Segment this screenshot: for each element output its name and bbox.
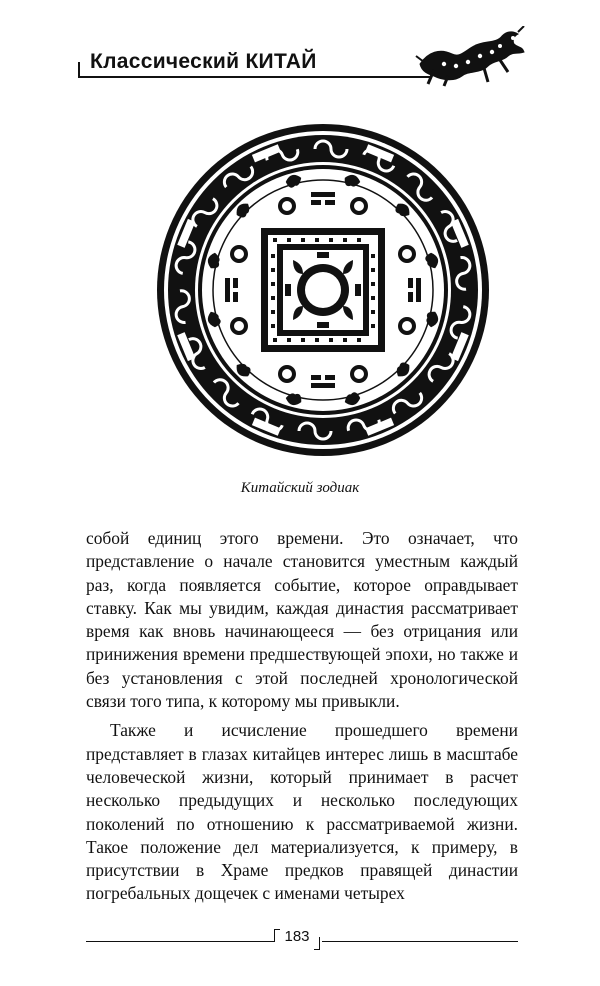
dragon-icon — [414, 26, 526, 88]
page-number: 183 — [284, 928, 310, 945]
footer-rule — [86, 941, 274, 942]
body-text — [86, 527, 518, 906]
page-header — [0, 0, 600, 90]
paragraph: собой единиц этого времени. Это означает, что представление о начале становится уместным каждый раз, когда появляется событие, которое оправдывает ставку. Как мы увидим, каждая династия рассматривает время как вновь начинающееся — без отрицания или принижения времени предшествующей эпохи, но также и без установления с этой последней хронологической связи того типа, к которому мы привыкли. — [86, 528, 518, 712]
header-rule — [78, 76, 430, 78]
footer-rule — [322, 941, 518, 942]
figure-caption: Китайский зодиак — [240, 480, 360, 496]
running-title: Классический КИТАЙ — [90, 50, 317, 73]
paragraph: Также и исчисление прошедшего времени представляет в глазах китайцев интерес лишь в масштабе человеческой жизни, который принимает в расчет несколько предыдущих и несколько последующих поколений по отношению к рассматриваемой жизни. Такое положение дел материализуется, к примеру, в присутствии в Храме предков правящей династии погребальных дощечек с именами четырех — [86, 720, 518, 904]
folio-bracket — [314, 937, 320, 950]
zodiac-illustration — [155, 118, 491, 462]
